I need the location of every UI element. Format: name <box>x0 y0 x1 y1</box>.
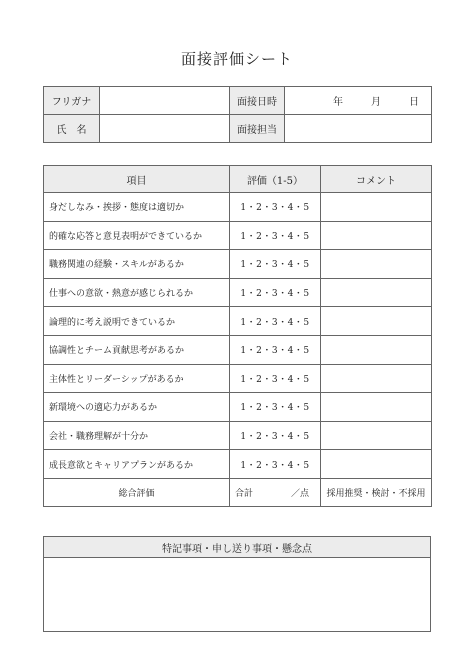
notes-field[interactable] <box>44 558 431 632</box>
item-header: 項目 <box>44 166 230 193</box>
comment-cell[interactable] <box>321 250 432 279</box>
table-row <box>44 307 432 336</box>
furigana-field[interactable] <box>100 87 230 115</box>
rating-scale[interactable]: 1・2・3・4・5 <box>230 278 321 307</box>
date-day-label: 日 <box>409 97 419 108</box>
criterion-label: 職務関連の経験・スキルがあるか <box>44 250 230 279</box>
hiring-decision-options[interactable]: 採用推奨・検討・不採用 <box>321 478 432 506</box>
name-label: 氏 名 <box>44 115 100 143</box>
rating-scale[interactable]: 1・2・3・4・5 <box>230 421 321 450</box>
criterion-label: 主体性とリーダーシップがあるか <box>44 364 230 393</box>
notes-header: 特記事項・申し送り事項・懸念点 <box>44 537 431 558</box>
interview-date-field[interactable] <box>285 87 432 115</box>
rating-scale[interactable]: 1・2・3・4・5 <box>230 221 321 250</box>
comment-cell[interactable] <box>321 450 432 479</box>
comment-cell[interactable] <box>321 221 432 250</box>
interviewer-field[interactable] <box>285 115 432 143</box>
rating-scale[interactable]: 1・2・3・4・5 <box>230 393 321 422</box>
name-field[interactable] <box>100 115 230 143</box>
comment-cell[interactable] <box>321 364 432 393</box>
criterion-label: 論理的に考え説明できているか <box>44 307 230 336</box>
date-month-label: 月 <box>371 97 381 108</box>
table-row <box>44 421 432 450</box>
evaluation-table <box>43 165 432 507</box>
total-score-field[interactable] <box>230 478 321 506</box>
page-title: 面接評価シート <box>180 50 293 68</box>
criterion-label: 成長意欲とキャリアプランがあるか <box>44 450 230 479</box>
overall-evaluation-label: 総合評価 <box>44 478 230 506</box>
rating-scale[interactable]: 1・2・3・4・5 <box>230 250 321 279</box>
applicant-info-table <box>43 86 432 143</box>
table-row <box>44 335 432 364</box>
rating-scale[interactable]: 1・2・3・4・5 <box>230 450 321 479</box>
table-row <box>44 250 432 279</box>
comment-cell[interactable] <box>321 278 432 307</box>
table-row <box>44 193 432 222</box>
table-row <box>44 221 432 250</box>
comment-header: コメント <box>321 166 432 193</box>
criterion-label: 身だしなみ・挨拶・態度は適切か <box>44 193 230 222</box>
criterion-label: 新環境への適応力があるか <box>44 393 230 422</box>
comment-cell[interactable] <box>321 307 432 336</box>
table-row <box>44 364 432 393</box>
criterion-label: 協調性とチーム貢献思考があるか <box>44 335 230 364</box>
total-sum-label: 合計 <box>235 488 254 499</box>
rating-scale[interactable]: 1・2・3・4・5 <box>230 335 321 364</box>
rating-scale[interactable]: 1・2・3・4・5 <box>230 307 321 336</box>
comment-cell[interactable] <box>321 335 432 364</box>
table-row <box>44 278 432 307</box>
comment-cell[interactable] <box>321 421 432 450</box>
table-row <box>44 450 432 479</box>
interviewer-label: 面接担当 <box>230 115 285 143</box>
rating-scale[interactable]: 1・2・3・4・5 <box>230 193 321 222</box>
table-row <box>44 393 432 422</box>
interview-date-label: 面接日時 <box>230 87 285 115</box>
comment-cell[interactable] <box>321 393 432 422</box>
rating-header: 評価（1-5） <box>230 166 321 193</box>
date-year-label: 年 <box>333 97 343 108</box>
criterion-label: 会社・職務理解が十分か <box>44 421 230 450</box>
rating-scale[interactable]: 1・2・3・4・5 <box>230 364 321 393</box>
points-unit-label: ／点 <box>291 488 310 499</box>
total-row <box>44 478 432 506</box>
criterion-label: 仕事への意欲・熱意が感じられるか <box>44 278 230 307</box>
comment-cell[interactable] <box>321 193 432 222</box>
criterion-label: 的確な応答と意見表明ができているか <box>44 221 230 250</box>
notes-table <box>43 536 431 632</box>
furigana-label: フリガナ <box>44 87 100 115</box>
